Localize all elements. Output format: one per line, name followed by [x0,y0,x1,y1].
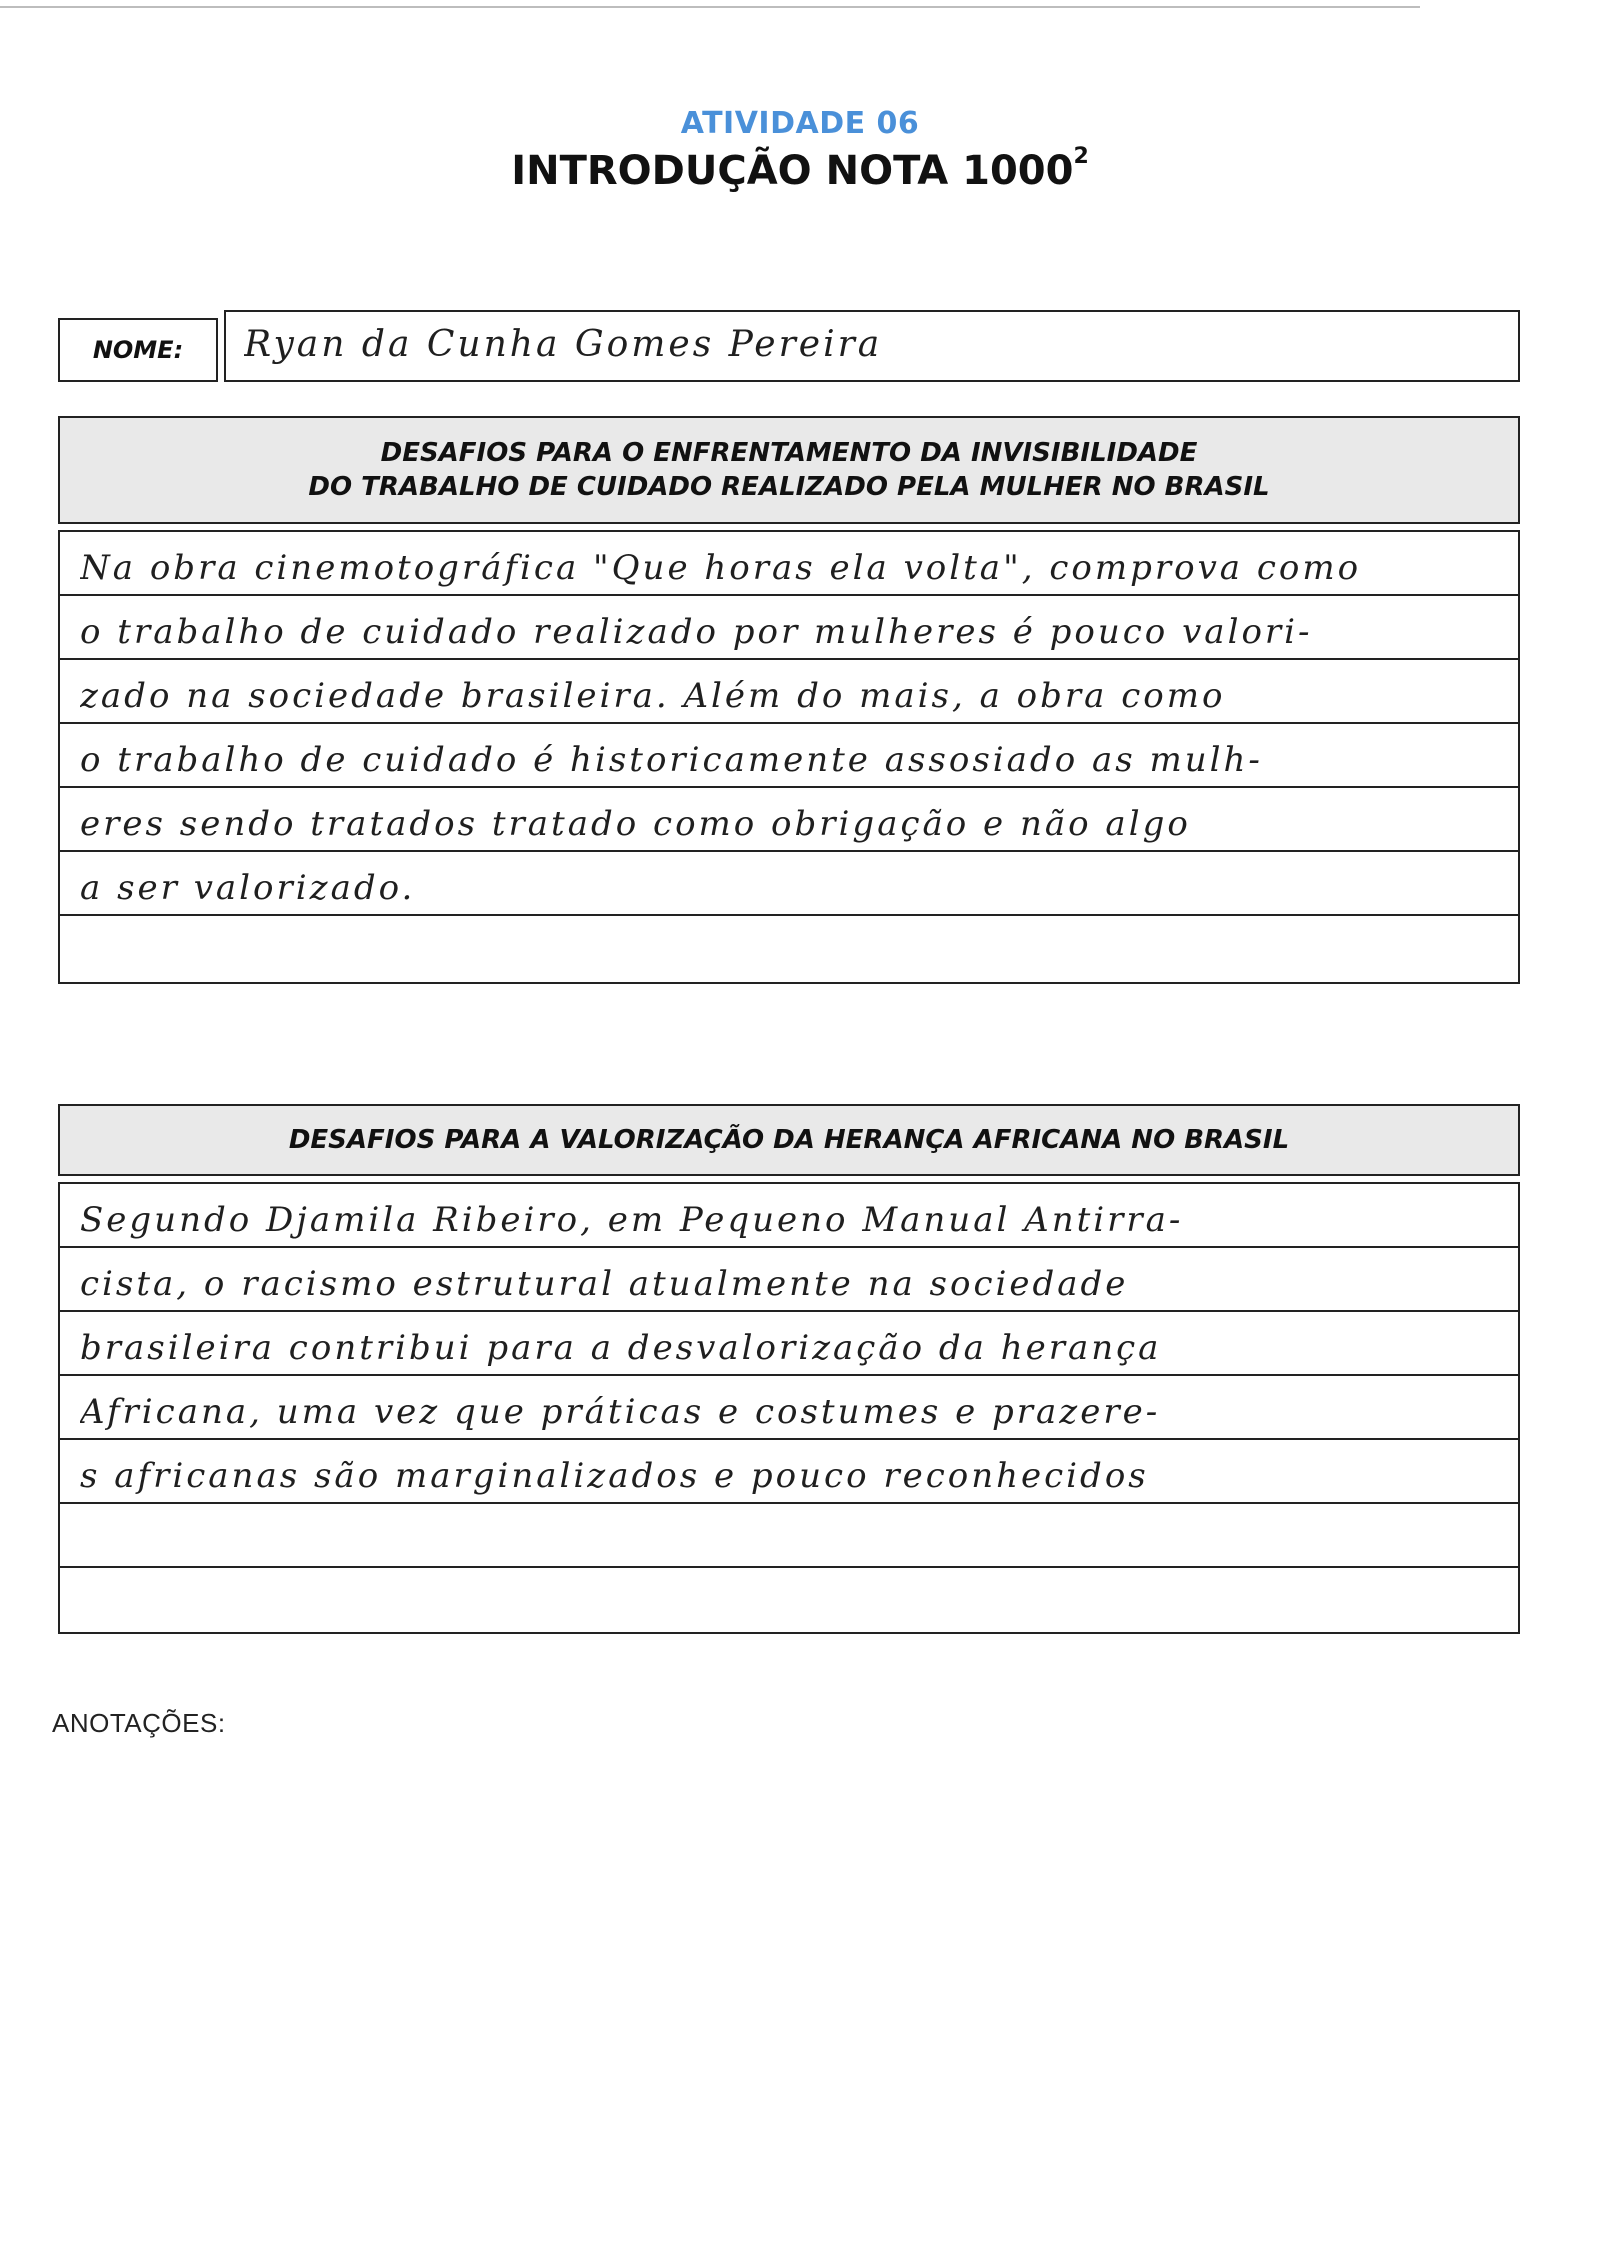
section2-line-text: Africana, uma vez que práticas e costumes e prazere- [80,1392,1161,1432]
top-rule [0,6,1420,8]
section2-line-text: cista, o racismo estrutural atualmente na sociedade [80,1264,1129,1304]
section2-line [60,1440,1518,1504]
section1-heading [58,416,1520,524]
section1-line-text: Na obra cinemotográfica "Que horas ela volta", comprova como [80,548,1362,588]
section1-line [60,916,1518,980]
title-superscript: 2 [1073,144,1089,169]
section2-line [60,1568,1518,1632]
page-title [0,144,1600,194]
section2-line [60,1248,1518,1312]
section1-line [60,532,1518,596]
section2-line [60,1312,1518,1376]
section1-line-text: eres sendo tratados tratado como obrigação e não algo [80,804,1191,844]
section2-line-text: Segundo Djamila Ribeiro, em Pequeno Manual Antirra- [80,1200,1184,1240]
section1-line [60,788,1518,852]
name-label: NOME: [92,336,184,364]
section2-line [60,1376,1518,1440]
page-title-text: INTRODUÇÃO NOTA 1000 [511,148,1074,194]
activity-subtitle: ATIVIDADE 06 [680,106,920,141]
section1-answer-area[interactable] [58,530,1520,984]
section1-line [60,852,1518,916]
section1-line-text: o trabalho de cuidado realizado por mulheres é pouco valori- [80,612,1313,652]
notes-label: ANOTAÇÕES: [52,1708,226,1738]
section1-line [60,596,1518,660]
section1-heading-line1: DESAFIOS PARA O ENFRENTAMENTO DA INVISIBILIDADE [380,438,1198,468]
name-value: Ryan da Cunha Gomes Pereira [244,324,883,365]
section2-answer-area[interactable] [58,1182,1520,1634]
section1-line-text: zado na sociedade brasileira. Além do mais, a obra como [80,676,1226,716]
section2-line [60,1504,1518,1568]
name-label-box [58,318,218,382]
section1-heading-line2: DO TRABALHO DE CUIDADO REALIZADO PELA MULHER NO BRASIL [308,472,1270,502]
section1-line-text: a ser valorizado. [80,868,416,908]
section2-heading: DESAFIOS PARA A VALORIZAÇÃO DA HERANÇA AFRICANA NO BRASIL [58,1104,1520,1176]
section1-line-text: o trabalho de cuidado é historicamente assosiado as mulh- [80,740,1263,780]
section1-line [60,660,1518,724]
section2-line [60,1184,1518,1248]
name-field[interactable] [224,310,1520,382]
section2-line-text: brasileira contribui para a desvalorização da herança [80,1328,1162,1368]
section1-line [60,724,1518,788]
section2-line-text: s africanas são marginalizados e pouco reconhecidos [80,1456,1149,1496]
